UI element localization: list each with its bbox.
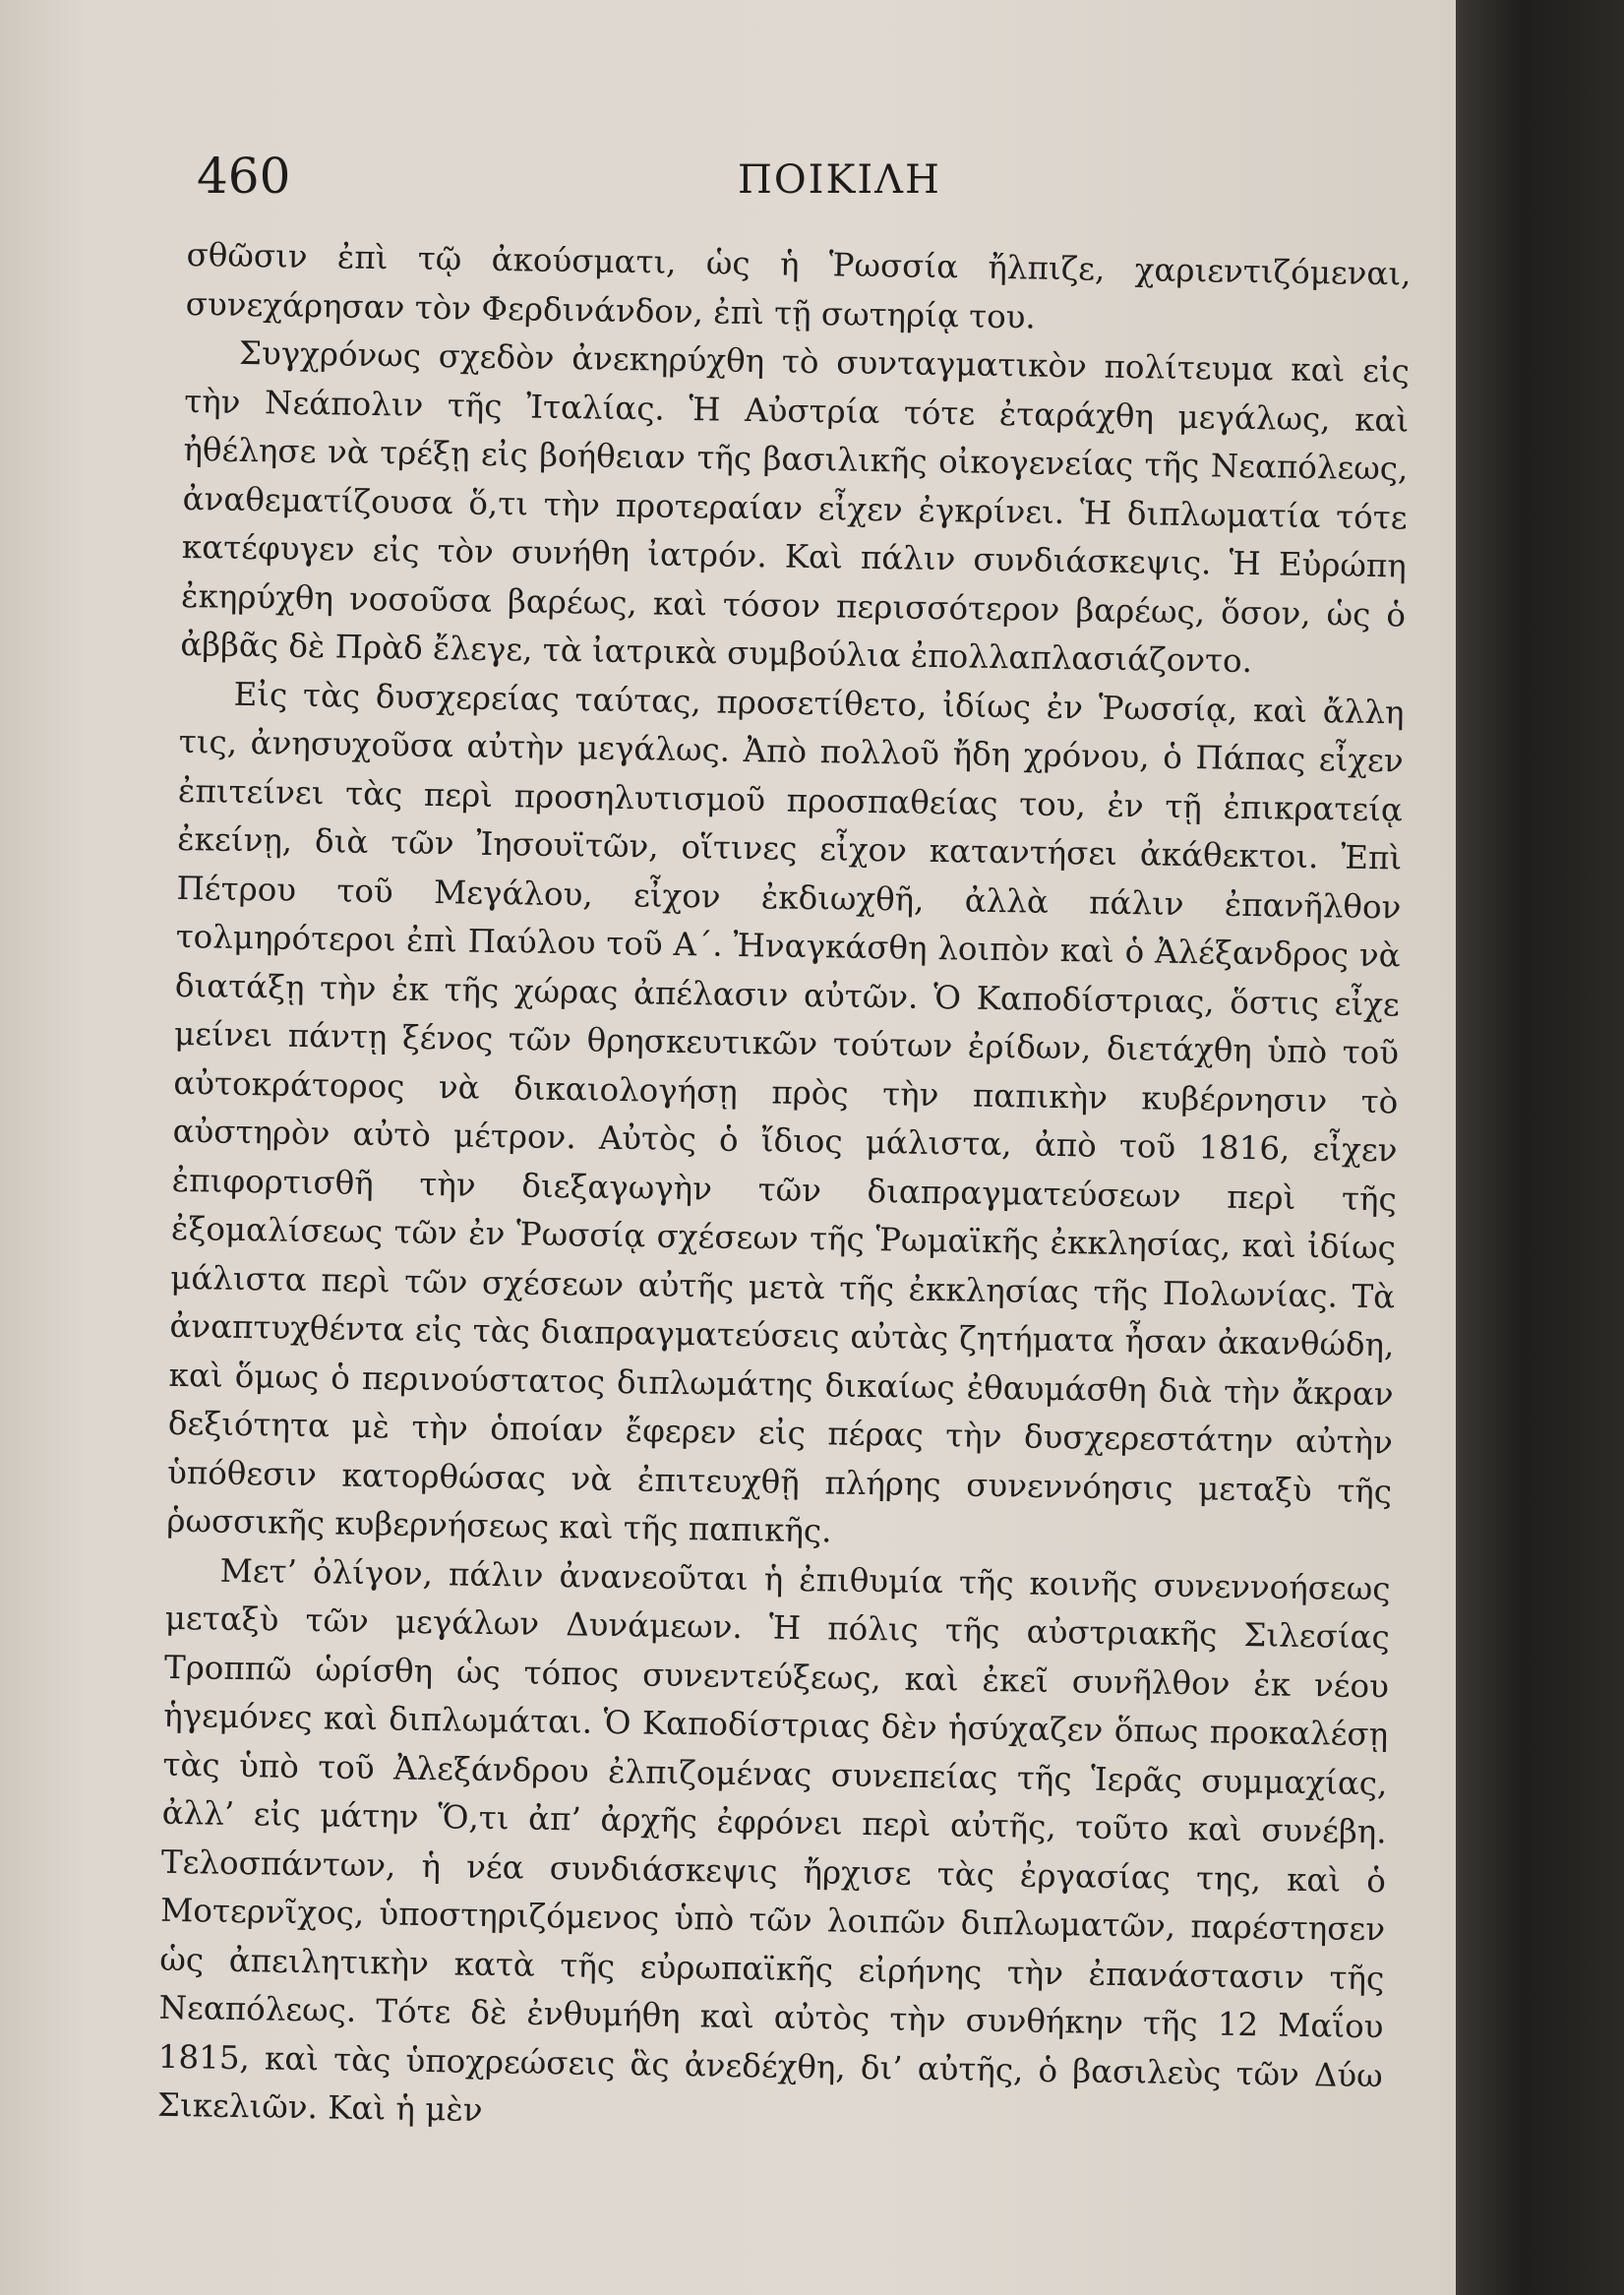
paragraph-3: Εἰς τὰς δυσχερείας ταύτας, προσετίθετο, ἰδίως ἐν Ῥωσσίᾳ, καὶ ἄλλη τις, ἀνησυχοῦσα αὐτὴν μεγάλως. Ἀπὸ πολλοῦ ἤδη χρόνου, ὁ Πάπας εἶχεν ἐπιτείνει τὰς περὶ προσηλυτισμοῦ προσπαθείας του, ἐν τῇ ἐπικρατείᾳ ἐκείνῃ, διὰ τῶν Ἰησουϊτῶν, οἵτινες εἶχον καταντήσει ἀκάθεκτοι. Ἐπὶ Πέτρου τοῦ Μεγάλου, εἶχον ἐκδιωχθῆ, ἀλλὰ πάλιν ἐπανῆλθον τολμηρότεροι ἐπὶ Παύλου τοῦ Α΄. Ἠναγκάσθη λοιπὸν καὶ ὁ Ἀλέξανδρος νὰ διατάξῃ τὴν ἐκ τῆς χώρας ἀπέλασιν αὐτῶν. Ὁ Καποδίστριας, ὅστις εἶχε μείνει πάντῃ ξένος τῶν θρησκευτικῶν τούτων ἐρίδων, διετάχθη ὑπὸ τοῦ αὐτοκράτορος νὰ δικαιολογήσῃ πρὸς τὴν παπικὴν κυβέρνησιν τὸ αὐστηρὸν αὐτὸ μέτρον. Αὐτὸς ὁ ἴδιος μάλιστα, ἀπὸ τοῦ 1816, εἶχεν ἐπιφορτισθῆ τὴν διεξαγωγὴν τῶν διαπραγματεύσεων περὶ τῆς ἐξομαλίσεως τῶν ἐν Ῥωσσίᾳ σχέσεων τῆς Ῥωμαϊκῆς ἐκκλησίας, καὶ ἰδίως μάλιστα περὶ τῶν σχέσεων αὐτῆς μετὰ τῆς ἐκκλησίας τῆς Πολωνίας. Τὰ ἀναπτυχθέντα εἰς τὰς διαπραγματεύσεις αὐτὰς ζητήματα ἦσαν ἀκανθώδη, καὶ ὅμως ὁ περινούστατος διπλωμάτης δικαίως ἐθαυμάσθη διὰ τὴν ἄκραν δεξιότητα μὲ τὴν ὁποίαν ἔφερεν εἰς πέρας τὴν δυσχερεστάτην αὐτὴν ὑπόθεσιν κατορθώσας νὰ ἐπιτευχθῇ πλήρης συνεννόησις μεταξὺ τῆς ῥωσσικῆς κυβερνήσεως καὶ τῆς παπικῆς. (166, 675, 1405, 1550)
body-text (157, 231, 1412, 2149)
facing-page-edge (1456, 0, 1624, 2295)
page-number: 460 (197, 148, 291, 205)
paragraph-1: σθῶσιν ἐπὶ τῷ ἀκούσματι, ὡς ἡ Ῥωσσία ἤλπιζε, χαριεντιζόμεναι, συνεχάρησαν τὸν Φερδινάνδον, ἐπὶ τῇ σωτηρίᾳ του. (185, 235, 1412, 336)
paragraph-4: Μετ’ ὀλίγον, πάλιν ἀνανεοῦται ἡ ἐπιθυμία τῆς κοινῆς συνεννοήσεως μεταξὺ τῶν μεγάλων Δυνάμεων. Ἡ πόλις τῆς αὐστριακῆς Σιλεσίας Τροππῶ ὡρίσθη ὡς τόπος συνεντεύξεως, καὶ ἐκεῖ συνῆλθον ἐκ νέου ἡγεμόνες καὶ διπλωμάται. Ὁ Καποδίστριας δὲν ἡσύχαζεν ὅπως προκαλέσῃ τὰς ὑπὸ τοῦ Ἀλεξάνδρου ἐλπιζομένας συνεπείας τῆς Ἱερᾶς συμμαχίας, ἀλλ’ εἰς μάτην Ὅ,τι ἀπ’ ἀρχῆς ἐφρόνει περὶ αὐτῆς, τοῦτο καὶ συνέβη. Τελοσπάντων, ἡ νέα συνδιάσκεψις ἤρχισε τὰς ἐργασίας της, καὶ ὁ Μοτερνῖχος, ὑποστηριζόμενος ὑπὸ τῶν λοιπῶν διπλωματῶν, παρέστησεν ὡς ἀπειλητικὴν κατὰ τῆς εὐρωπαϊκῆς εἰρήνης τὴν ἐπανάστασιν τῆς Νεαπόλεως. Τότε δὲ ἐνθυμήθη καὶ αὐτὸς τὴν συνθήκην τῆς 12 Μαΐου 1815, καὶ τὰς ὑποχρεώσεις ἃς ἀνεδέχθη, δι’ αὐτῆς, ὁ βασιλεὺς τῶν Δύω Σικελιῶν. Καὶ ἡ μὲν (156, 1551, 1391, 2129)
page-header (197, 148, 1416, 236)
paragraph-2: Συγχρόνως σχεδὸν ἀνεκηρύχθη τὸ συνταγματικὸν πολίτευμα καὶ εἰς τὴν Νεάπολιν τῆς Ἰταλίας. Ἡ Αὐστρία τότε ἐταράχθη μεγάλως, καὶ ἠθέλησε νὰ τρέξῃ εἰς βοήθειαν τῆς βασιλικῆς οἰκογενείας τῆς Νεαπόλεως, ἀναθεματίζουσα ὅ,τι τὴν προτεραίαν εἶχεν ἐγκρίνει. Ἡ διπλωματία τότε κατέφυγεν εἰς τὸν συνήθη ἰατρόν. Καὶ πάλιν συνδιάσκεψις. Ἡ Εὐρώπη ἐκηρύχθη νοσοῦσα βαρέως, καὶ τόσον περισσότερον βαρέως, ὅσον, ὡς ὁ ἀββᾶς δὲ Πρὰδ ἔλεγε, τὰ ἰατρικὰ συμβούλια ἐπολλαπλασιάζοντο. (180, 333, 1411, 681)
running-head: ΠΟΙΚΙΛΗ (738, 157, 941, 203)
